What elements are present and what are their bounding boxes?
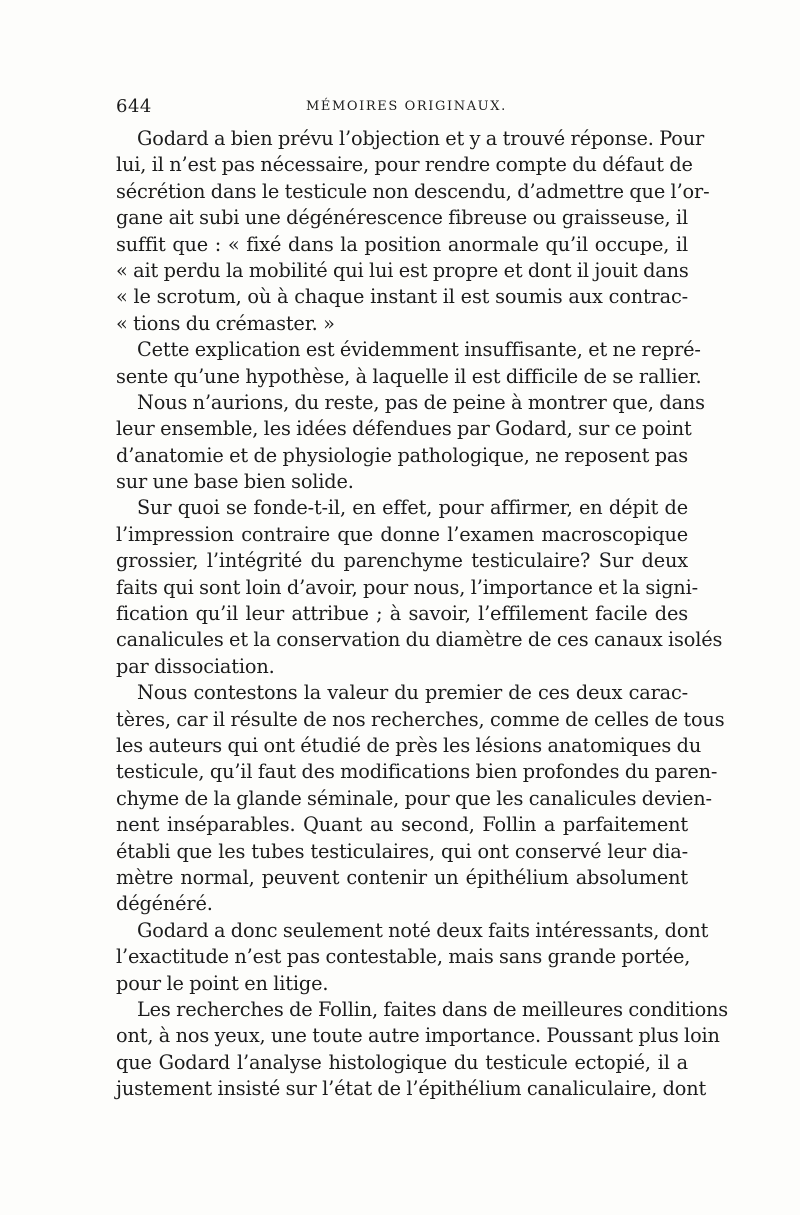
- text-line: Godard a donc seulement noté deux faits intéressants, dont: [137, 918, 709, 942]
- text-line: pour le point en litige.: [116, 971, 329, 995]
- text-line: dégénéré.: [116, 892, 213, 916]
- page-number: 644: [116, 96, 152, 117]
- text-line: Sur quoi se fonde-t-il, en effet, pour affirmer, en dépit de: [137, 496, 688, 520]
- text-line: faits qui sont loin d’avoir, pour nous, l’importance et la signi-: [116, 575, 698, 599]
- page-header: [116, 96, 686, 124]
- text-line: Godard a bien prévu l’objection et y a trouvé réponse. Pour: [137, 127, 705, 150]
- text-line: sécrétion dans le testicule non descendu, d’admettre que l’or-: [116, 179, 710, 203]
- text-line: tères, car il résulte de nos recherches, comme de celles de tous: [116, 707, 725, 731]
- text-line: justement insisté sur l’état de l’épithélium canaliculaire, dont: [116, 1077, 707, 1101]
- text-line: testicule, qu’il faut des modifications bien profondes du paren-: [116, 760, 718, 784]
- text-line: Cette explication est évidemment insuffisante, et ne repré-: [137, 338, 701, 362]
- text-line: l’impression contraire que donne l’examen macroscopique: [116, 522, 688, 546]
- text-line: fication qu’il leur attribue ; à savoir, l’effilement facile des: [116, 602, 688, 626]
- text-line: mètre normal, peuvent contenir un épithélium absolument: [116, 865, 688, 889]
- text-line: canalicules et la conservation du diamètre de ces canaux isolés: [116, 628, 723, 652]
- text-line: Les recherches de Follin, faites dans de meilleures conditions: [137, 997, 729, 1021]
- text-line: « ait perdu la mobilité qui lui est propre et dont il jouit dans: [116, 258, 689, 282]
- text-line: sur une base bien solide.: [116, 470, 354, 494]
- text-line: chyme de la glande séminale, pour que les canalicules devien-: [116, 786, 712, 810]
- text-line: d’anatomie et de physiologie pathologique, ne reposent pas: [116, 443, 688, 467]
- text-line: Nous n’aurions, du reste, pas de peine à montrer que, dans: [137, 390, 705, 414]
- running-head: MÉMOIRES ORIGINAUX.: [306, 99, 507, 114]
- body-text: [116, 126, 729, 1102]
- text-line: « le scrotum, où à chaque instant il est soumis aux contrac-: [116, 285, 688, 309]
- text-line: l’exactitude n’est pas contestable, mais sans grande portée,: [116, 945, 691, 969]
- text-line: grossier, l’intégrité du parenchyme testiculaire? Sur deux: [116, 549, 688, 573]
- text-line: lui, il n’est pas nécessaire, pour rendre compte du défaut de: [116, 153, 693, 177]
- text-line: ont, à nos yeux, une toute autre importance. Poussant plus loin: [116, 1024, 720, 1048]
- text-line: par dissociation.: [116, 654, 275, 678]
- text-line: suffit que : « fixé dans la position anormale qu’il occupe, il: [116, 232, 688, 256]
- text-line: les auteurs qui ont étudié de près les lésions anatomiques du: [116, 733, 702, 757]
- text-line: établi que les tubes testiculaires, qui ont conservé leur dia-: [116, 839, 688, 863]
- text-line: Nous contestons la valeur du premier de ces deux carac-: [137, 681, 688, 705]
- text-line: leur ensemble, les idées défendues par Godard, sur ce point: [116, 417, 692, 441]
- text-line: sente qu’une hypothèse, à laquelle il est difficile de se rallier.: [116, 364, 702, 388]
- text-line: « tions du crémaster. »: [116, 311, 335, 335]
- text-line: nent inséparables. Quant au second, Follin a parfaitement: [116, 813, 688, 837]
- text-line: que Godard l’analyse histologique du testicule ectopié, il a: [116, 1050, 688, 1074]
- text-line: gane ait subi une dégénérescence fibreuse ou graisseuse, il: [116, 206, 688, 230]
